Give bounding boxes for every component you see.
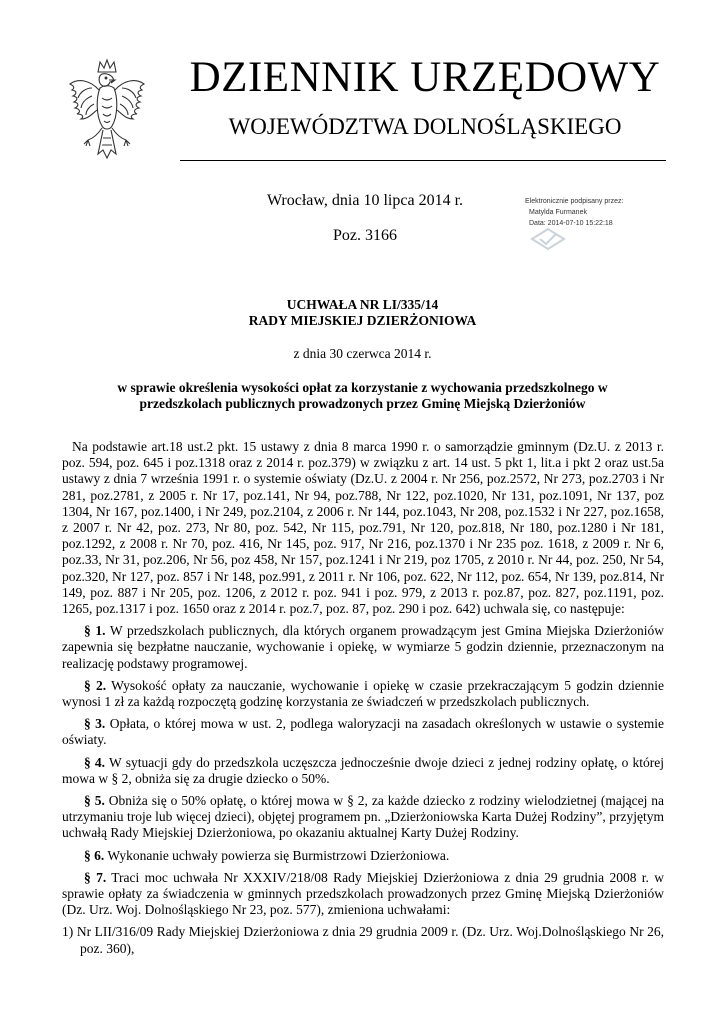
resolution-date: z dnia 30 czerwca 2014 r. [293, 346, 432, 361]
section-7 [62, 870, 664, 919]
signature-label: Elektronicznie podpisany przez: [525, 198, 624, 205]
signature-name: Matylda Furmanek [529, 209, 587, 216]
section-label: § 6. [84, 847, 105, 863]
list-item [62, 924, 664, 956]
section-label: § 5. [84, 793, 105, 809]
section-2 [62, 678, 664, 710]
resolution-body [62, 439, 664, 957]
section-text: Opłata, o której mowa w ust. 2, podlega waloryzacji na zasadach określonych w ustawie o systemie oświaty. [62, 716, 664, 748]
section-text: Wysokość opłaty za nauczanie, wychowanie i opiekę w czasie przekraczającym 5 godzin dziennie wynosi 1 zł za każdą rozpoczętą godzinę korzystania ze świadczeń w przedszkolach publicznych. [62, 677, 665, 710]
section-4 [62, 755, 664, 787]
signature-check-icon [528, 226, 568, 252]
list-text: Nr LII/316/09 Rady Miejskiej Dzierżoniowa z dnia 29 grudnia 2009 r. (Dz. Urz. Woj.Dolnośląskiego Nr 26, poz. 360), [76, 924, 665, 956]
section-text: Traci moc uchwała Nr XXXIV/218/08 Rady Miejskiej Dzierżoniowa z dnia 29 grudnia 2008 r. w sprawie opłaty za świadczenia w gminnych przedszkolach prowadzonych przez Gminę Miejską Dzierżoniów (Dz. Urz. Woj. Dolnośląskiego Nr 23, poz. 577), zmieniona uchwałami: [62, 869, 664, 918]
section-text: W przedszkolach publicznych, dla których organem prowadzącym jest Gmina Miejska Dzierżoniów zapewnia się bezpłatne nauczanie, wychowanie i opiekę, w wymiarze 5 godzin dziennie, przeznaczonym na realizację podstawy programowej. [62, 623, 665, 671]
section-label: § 2. [84, 677, 107, 693]
electronic-signature [525, 196, 665, 229]
signature-date: Data: 2014-07-10 15:22:18 [529, 220, 613, 227]
section-label: § 4. [84, 754, 106, 770]
list-marker: 1) [62, 924, 74, 940]
section-label: § 7. [84, 869, 107, 885]
section-text: Obniża się o 50% opłatę, o której mowa w § 2, za każde dziecko z rodziny wielodzietnej (mającej na utrzymaniu troje lub więcej dzieci), objętej programem pn. „Dzierżoniowska Karta Dużej Rodziny”, przyjętym uchwałą Rady Miejskiej Dzierżoniowa, po okazaniu aktualnej Karty Dużej Rodziny. [62, 793, 665, 841]
legal-basis-paragraph: Na podstawie art.18 ust.2 pkt. 15 ustawy z dnia 8 marca 1990 r. o samorządzie gminnym (Dz.U. z 2013 r. poz. 594, poz. 645 i poz.1318 oraz z 2014 r. poz.379) w związku z art. 14 ust. 5 pkt 1, lit.a i pkt 2 oraz ust.5a ustawy z dnia 7 września 1991 r. o systemie oświaty (Dz.U. z 2004 r. Nr 256, poz.2572, Nr 273, poz.2703 i Nr 281, poz.2781, z 2005 r. Nr 17, poz.141, Nr 94, poz.788, Nr 122, poz.1020, Nr 131, poz.1091, Nr 137, poz 1304, Nr 167, poz.1400, i Nr 249, poz.2104, z 2006 r. Nr 144, poz.1043, Nr 208, poz.1532 i Nr 227, poz.1658, z 2007 r. Nr 42, poz. 273, Nr 80, poz. 542, Nr 115, poz.791, Nr 120, poz.818, Nr 180, poz.1280 i Nr 181, poz.1292, z 2008 r. Nr 70, poz. 416, Nr 145, poz. 917, Nr 216, poz.1370 i Nr 235 poz. 1618, z 2009 r. Nr 6, poz.33, Nr 31, poz.206, Nr 56, poz 458, Nr 157, poz.1241 i Nr 219, poz 1705, z 2010 r. Nr 44, poz. 250, Nr 54, poz.320, Nr 127, poz. 857 i Nr 148, poz.991, z 2011 r. Nr 106, poz. 622, Nr 112, poz. 654, Nr 139, poz.814, Nr 149, poz. 887 i Nr 205, poz. 1206, z 2012 r. poz. 941 i poz. 979, z 2013 r. poz.87, poz. 827, poz.1191, poz. 1265, poz.1317 i poz. 1650 oraz z 2014 r. poz.7, poz. 87, poz. 290 i poz. 642) uchwala się, co następuje: [62, 439, 664, 617]
section-text: W sytuacji gdy do przedszkola uczęszcza jednocześnie dwoje dzieci z jednej rodziny opłatę, o której mowa w § 2, obniża się za drugie dziecko o 50%. [62, 754, 665, 786]
section-label: § 1. [84, 623, 106, 639]
section-3 [62, 716, 664, 748]
resolution-subject: w sprawie określenia wysokości opłat za korzystanie z wychowania przedszkolnego w przedszkolach publicznych prowadzonych przez Gminę Miejską Dzierżoniów [117, 380, 608, 411]
section-label: § 3. [84, 716, 106, 732]
eagle-emblem-icon [62, 58, 152, 168]
journal-title: DZIENNIK URZĘDOWY [189, 54, 661, 101]
journal-subtitle: WOJEWÓDZTWA DOLNOŚLĄSKIEGO [228, 114, 622, 139]
section-text: Wykonanie uchwały powierza się Burmistrzowi Dzierżoniowa. [107, 847, 450, 863]
position-number: Poz. 3166 [333, 227, 397, 244]
place-date: Wrocław, dnia 10 lipca 2014 r. [266, 192, 464, 209]
header-divider [180, 160, 666, 161]
resolution-heading [0, 297, 725, 329]
section-5 [62, 793, 664, 842]
resolution-issuer: RADY MIEJSKIEJ DZIERŻONIOWA [248, 313, 477, 328]
resolution-number: UCHWAŁA NR LI/335/14 [286, 297, 439, 312]
section-6 [62, 848, 664, 864]
section-1 [62, 623, 664, 672]
